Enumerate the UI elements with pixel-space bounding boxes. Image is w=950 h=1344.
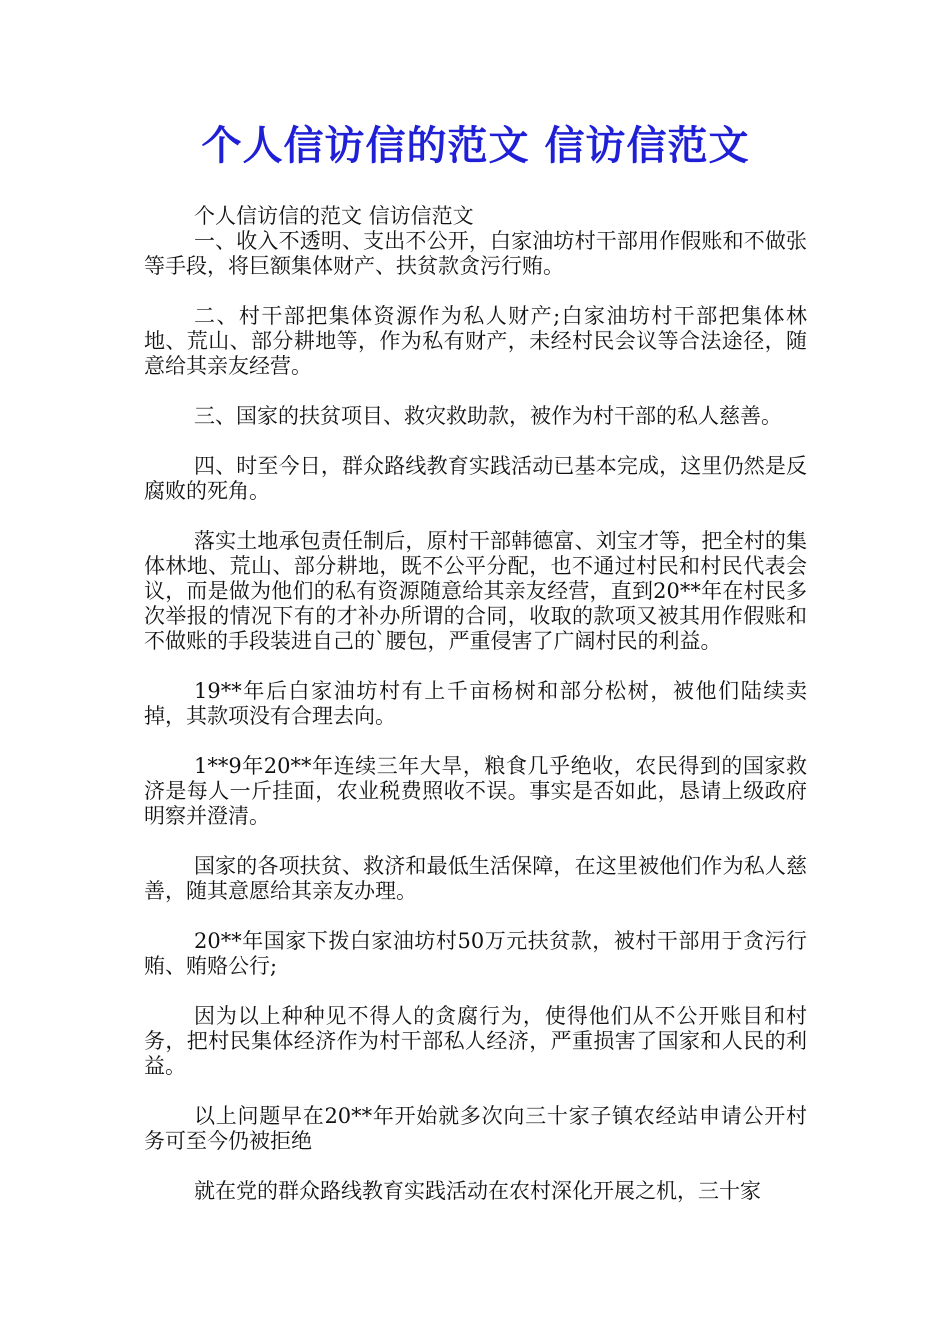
paragraph-1: 一、收入不透明、支出不公开，白家油坊村干部用作假账和不做张等手段，将巨额集体财产、扶贫款贪污行贿。 — [144, 229, 807, 278]
document-subtitle: 个人信访信的范文 信访信范文 — [194, 204, 474, 228]
document-title: 个人信访信的范文 信访信范文 — [201, 122, 750, 169]
paragraph-4: 四、时至今日，群众路线教育实践活动已基本完成，这里仍然是反腐败的死角。 — [144, 454, 807, 503]
paragraph-6: 19**年后白家油坊村有上千亩杨树和部分松树，被他们陆续卖掉，其款项没有合理去向。 — [144, 679, 807, 728]
paragraph-11: 以上问题早在20**年开始就多次向三十家子镇农经站申请公开村务可至今仍被拒绝 — [144, 1104, 807, 1153]
paragraph-5: 落实土地承包责任制后，原村干部韩德富、刘宝才等，把全村的集体林地、荒山、部分耕地，既不公平分配，也不通过村民和村民代表会议，而是做为他们的私有资源随意给其亲友经营，直到20**年在村民多次举报的情况下有的才补办所谓的合同，收取的款项又被其用作假账和不做账的手段装进自己的`腰包，严重侵害了广阔村民的利益。 — [144, 529, 807, 653]
paragraph-7: 1**9年20**年连续三年大旱，粮食几乎绝收，农民得到的国家救济是每人一斤挂面，农业税费照收不误。事实是否如此，恳请上级政府明察并澄清。 — [144, 754, 807, 828]
paragraph-8: 国家的各项扶贫、救济和最低生活保障，在这里被他们作为私人慈善，随其意愿给其亲友办理。 — [144, 854, 807, 903]
paragraph-10: 因为以上种种见不得人的贪腐行为，使得他们从不公开账目和村务，把村民集体经济作为村干部私人经济，严重损害了国家和人民的利益。 — [144, 1004, 807, 1078]
paragraph-9: 20**年国家下拨白家油坊村50万元扶贫款，被村干部用于贪污行贿、贿赂公行; — [144, 929, 807, 978]
paragraph-2: 二、村干部把集体资源作为私人财产;白家油坊村干部把集体林地、荒山、部分耕地等，作为私有财产，未经村民会议等合法途径，随意给其亲友经营。 — [144, 304, 807, 378]
paragraph-12: 就在党的群众路线教育实践活动在农村深化开展之机，三十家 — [194, 1179, 761, 1203]
paragraph-3: 三、国家的扶贫项目、救灾救助款，被作为村干部的私人慈善。 — [194, 404, 782, 428]
